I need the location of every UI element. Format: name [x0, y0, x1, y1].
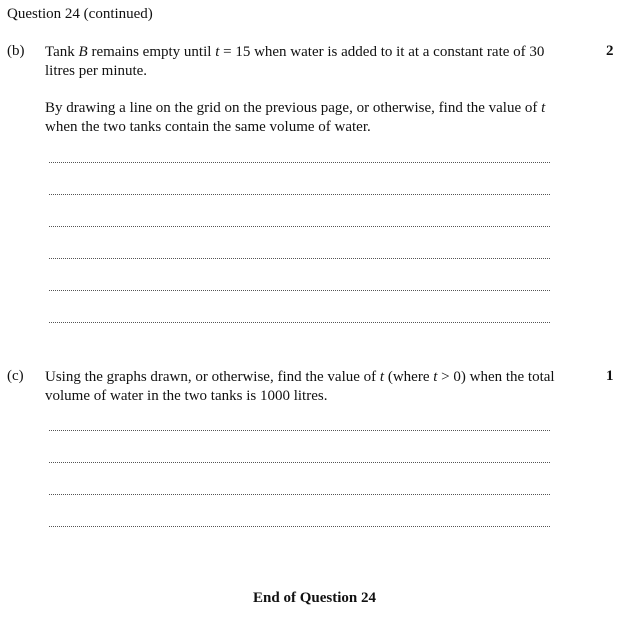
- answer-line-c3[interactable]: [49, 494, 550, 495]
- part-b-marks: 2: [606, 43, 614, 59]
- answer-line-b2[interactable]: [49, 194, 550, 195]
- question-header: Question 24 (continued): [7, 6, 153, 22]
- answer-line-b4[interactable]: [49, 258, 550, 259]
- answer-line-b6[interactable]: [49, 322, 550, 323]
- answer-line-b5[interactable]: [49, 290, 550, 291]
- answer-line-c4[interactable]: [49, 526, 550, 527]
- answer-line-b1[interactable]: [49, 162, 550, 163]
- part-b-label: (b): [7, 43, 25, 59]
- part-c-label: (c): [7, 368, 24, 384]
- answer-line-c2[interactable]: [49, 462, 550, 463]
- part-b-intro: Tank B remains empty until t = 15 when water is added to it at a constant rate of 30 litres per minute.: [45, 44, 545, 79]
- part-b-question: By drawing a line on the grid on the previous page, or otherwise, find the value of t when the two tanks contain the same volume of water.: [45, 100, 546, 135]
- end-of-question: End of Question 24: [253, 590, 376, 606]
- part-c-question: Using the graphs drawn, or otherwise, find the value of t (where t > 0) when the total volume of water in the two tanks is 1000 litres.: [45, 369, 555, 404]
- part-c-marks: 1: [606, 368, 614, 384]
- answer-line-c1[interactable]: [49, 430, 550, 431]
- answer-line-b3[interactable]: [49, 226, 550, 227]
